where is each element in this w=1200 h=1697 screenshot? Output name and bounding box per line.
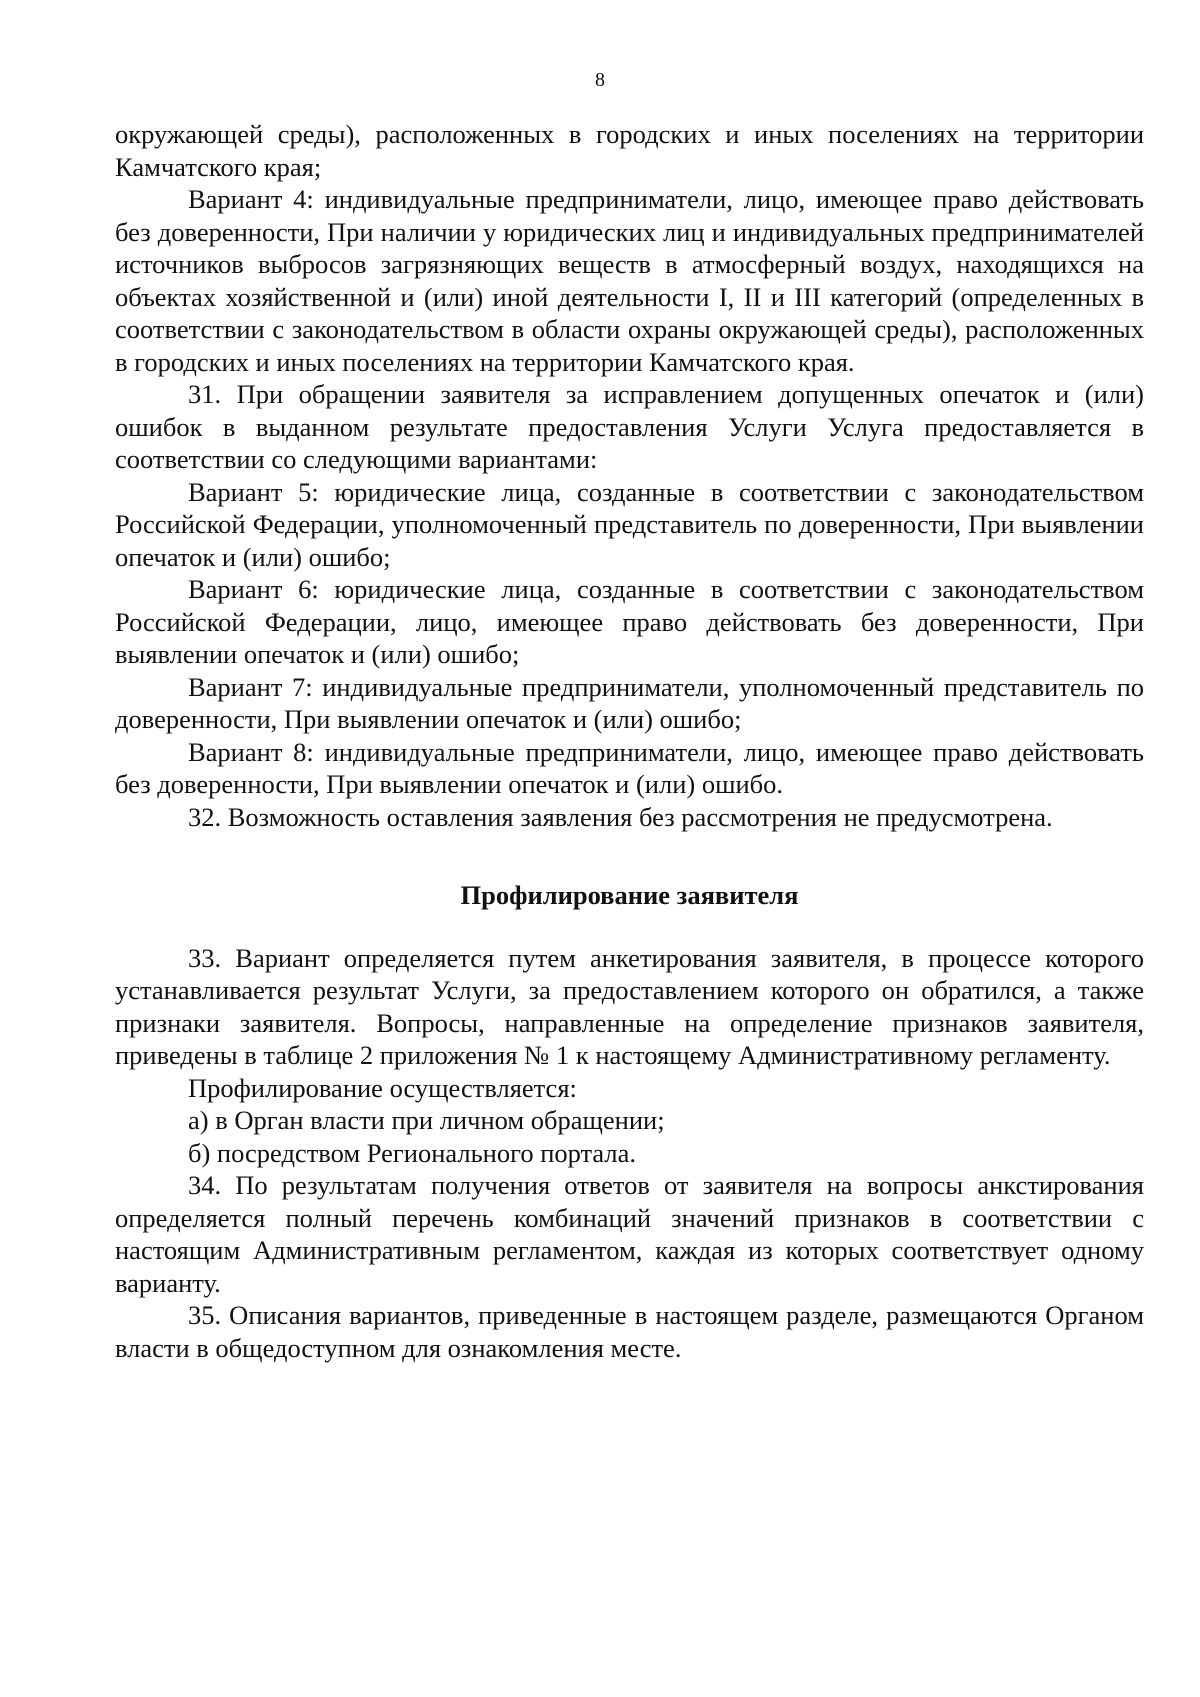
paragraph: Вариант 6: юридические лица, созданные в соответствии с законодательством Российской Федерации, лицо, имеющее право действовать без доверенности, При выявлении опечаток и (или) ошибо; (115, 574, 1144, 669)
paragraph: 35. Описания вариантов, приведенные в настоящем разделе, размещаются Органом власти в общедоступном для ознакомления месте. (115, 1300, 1144, 1363)
paragraph: а) в Орган власти при личном обращении; (188, 1105, 665, 1135)
page-number: 8 (595, 69, 605, 91)
heading-gap (115, 912, 1144, 942)
paragraphs-after-heading (115, 942, 1144, 1365)
paragraph: Вариант 5: юридические лица, созданные в соответствии с законодательством Российской Федерации, уполномоченный представитель по доверенности, При выявлении опечаток и (или) ошибо; (115, 476, 1144, 572)
paragraph: окружающей среды), расположенных в городских и иных поселениях на территории Камчатского края; (115, 119, 1144, 182)
paragraph: Вариант 7: индивидуальные предприниматели, уполномоченный представитель по доверенности, При выявлении опечаток и (или) ошибо; (115, 671, 1144, 734)
paragraph: 32. Возможность оставления заявления без рассмотрения не предусмотрена. (188, 801, 1053, 832)
document-body (115, 118, 1144, 1364)
paragraph: 31. При обращении заявителя за исправлением допущенных опечаток и (или) ошибок в выданном результате предоставления Услуги Услуга предоставляется в соответствии со следующими вариантами: (115, 379, 1144, 474)
section-heading: Профилирование заявителя (460, 880, 799, 910)
paragraph: Вариант 4: индивидуальные предприниматели, лицо, имеющее право действовать без доверенности, При наличии у юридических лиц и индивидуальных предпринимателей источников выбросов загрязняющих веществ в атмосферный воздух, находящихся на объектах хозяйственной и (или) иной деятельности I, II и III категорий (определенных в соответствии с законодательством в области охраны окружающей среды), расположенных в городских и иных поселениях на территории Камчатского края. (115, 184, 1144, 377)
paragraphs-before-heading (115, 118, 1144, 833)
paragraph: Профилирование осуществляется: (188, 1072, 577, 1103)
paragraph: б) посредством Регионального портала. (188, 1137, 637, 1168)
paragraph: 33. Вариант определяется путем анкетирования заявителя, в процессе которого устанавливается результат Услуги, за предоставлением которого он обратился, а также признаки заявителя. Вопросы, направленные на определение признаков заявителя, приведены в таблице 2 приложения № 1 к настоящему Административному регламенту. (115, 942, 1144, 1070)
paragraph: Вариант 8: индивидуальные предприниматели, лицо, имеющее право действовать без доверенности, При выявлении опечаток и (или) ошибо. (115, 736, 1144, 799)
paragraph: 34. По результатам получения ответов от заявителя на вопросы анкстирования определяется полный перечень комбинаций значений признаков в соответствии с настоящим Административным регламентом, каждая из которых соответствует одному варианту. (115, 1170, 1144, 1298)
